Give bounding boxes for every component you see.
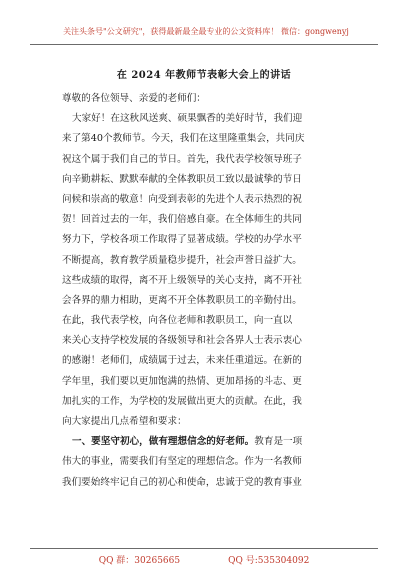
footer-divider: [30, 548, 378, 549]
paragraph-line: 贺！回首过去的一年，我们倍感自豪。在全体师生的共同: [62, 214, 302, 226]
salutation: 尊敬的各位领导、亲爱的老师们：: [62, 93, 206, 104]
paragraph-line: 不断提高，教育教学质量稳步提升，社会声誉日益扩大。: [62, 254, 302, 266]
paragraph-line: 向大家提出几点希望和要求：: [62, 416, 187, 427]
section-lead-text: 教育是一项: [254, 436, 303, 448]
section-heading-line: [62, 432, 362, 452]
footer-qq-group: QQ 群：30265665: [98, 556, 181, 566]
header-note: 关注头条号"公文研究"，获得最新最全最专业的公文资料库！ 微信：gongwenyj: [63, 27, 349, 36]
page-title: 在 2024 年教师节表彰大会上的讲话: [116, 70, 292, 81]
paragraph-line: 来关心支持学校发展的各级领导和社会各界人士表示衷心: [62, 335, 302, 347]
paragraph-line: 我们要始终牢记自己的初心和使命，忠诚于党的教育事业: [62, 476, 302, 488]
paragraph-line: 向辛勤耕耘、默默奉献的全体教职员工致以最诚挚的节日: [62, 173, 302, 185]
paragraph-line: 伟大的事业，需要我们有坚定的理想信念。作为一名教师: [62, 456, 302, 468]
header-divider: [30, 44, 378, 45]
paragraph-line: 的感谢！老师们，成绩属于过去，未来任重道远。在新的: [62, 355, 302, 367]
paragraph-line: 学年里，我们要以更加饱满的热情、更加昂扬的斗志、更: [62, 375, 302, 387]
paragraph-line: 会各界的鼎力相助，更离不开全体教职员工的辛勤付出。: [62, 294, 302, 306]
paragraph-line: 大家好！在这秋风送爽、硕果飘香的美好时节，我们迎: [72, 113, 303, 125]
paragraph-line: 来了第40个教师节。今天，我们在这里隆重集会，共同庆: [62, 133, 305, 145]
paragraph-line: 祝这个属于我们自己的节日。首先，我代表学校领导班子: [62, 153, 302, 165]
paragraph-line: 这些成绩的取得，离不开上级领导的关心支持，离不开社: [62, 274, 302, 286]
paragraph-line: 努力下，学校各项工作取得了显著成绩。学校的办学水平: [62, 234, 302, 246]
paragraph-line: 问候和崇高的敬意！向受到表彰的先进个人表示热烈的祝: [62, 193, 302, 205]
paragraph-line: 加扎实的工作，为学校的发展做出更大的贡献。在此，我: [62, 395, 302, 407]
section-heading: 一、要坚守初心，做有理想信念的好老师。: [72, 436, 255, 448]
document-body: [62, 89, 362, 493]
footer: [0, 553, 408, 566]
paragraph-line: 在此，我代表学校，向各位老师和教职员工，向一直以: [62, 315, 293, 327]
footer-qq-number: QQ 号:535304092: [228, 556, 310, 566]
